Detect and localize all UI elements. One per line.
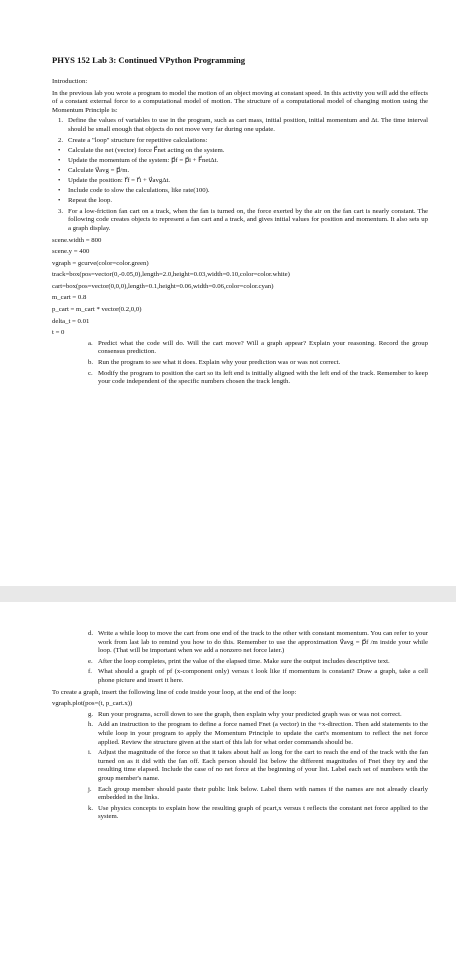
bullet-item: [52, 197, 428, 206]
question-marker: c.: [88, 369, 93, 377]
code-block: [52, 237, 428, 338]
step-marker: 2.: [58, 136, 64, 144]
question-text: Each group member should paste their public link below. Label them with names if the names are not already clearly embedded in the links.: [98, 785, 428, 802]
question-e: [52, 658, 428, 667]
question-d: [52, 630, 428, 656]
model-steps-list-continued: [52, 208, 428, 234]
step-text: Create a "loop" structure for repetitive calculations:: [68, 136, 208, 144]
question-a: [52, 340, 428, 357]
question-h: [52, 721, 428, 747]
question-text: Modify the program to position the cart so its left end is initially aligned with the left end of the track. Remember to keep your code independent of the specific numbers chosen the track length.: [98, 369, 428, 386]
question-marker: h.: [88, 721, 94, 729]
question-text: What should a graph of pf (x-component only) versus t look like if momentum is constant? Draw a graph, take a cell phone picture and insert it here.: [98, 668, 428, 684]
step-text: For a low-friction fan cart on a track, when the fan is turned on, the force exerted by the air on the fan cart is nearly constant. The following code creates objects to represent a fan cart and a track, and gives initial values for position and momentum. It also sets up a graph display.: [68, 207, 428, 232]
question-i: [52, 749, 428, 783]
document-page-2: [0, 602, 456, 968]
question-marker: e.: [88, 657, 93, 665]
question-marker: a.: [88, 339, 93, 347]
bullet-text: Calculate v⃗avg = p⃗/m.: [68, 166, 130, 174]
question-marker: j.: [88, 785, 92, 793]
bullet-item: [52, 167, 428, 176]
bullet-item: [52, 177, 428, 186]
bullet-dot-icon: •: [58, 146, 61, 154]
question-marker: k.: [88, 804, 94, 812]
step-marker: 1.: [58, 117, 64, 125]
step-3: [52, 208, 428, 234]
code-line: vgraph = gcurve(color=color.green): [52, 259, 149, 267]
question-text: Predict what the code will do. Will the cart move? Will a graph appear? Explain your reasoning. Record the group consensus prediction.: [98, 339, 428, 356]
question-g: [52, 711, 428, 720]
question-text: After the loop completes, print the value of the elapsed time. Make sure the output includes descriptive text.: [98, 657, 390, 665]
question-marker: d.: [88, 630, 94, 637]
question-text: Use physics concepts to explain how the resulting graph of pcart,x versus t reflects the constant net force applied to the system.: [98, 804, 428, 821]
page-title: PHYS 152 Lab 3: Continued VPython Programming: [52, 55, 246, 65]
bullet-dot-icon: •: [58, 176, 61, 184]
code-line: t = 0: [52, 329, 65, 337]
bullet-text: Update the momentum of the system: p⃗f = p⃗i + F⃗netΔt.: [68, 156, 219, 164]
step-text: Define the values of variables to use in the program, such as cart mass, initial position, initial momentum and Δt. The time interval should be small enough that objects do not move very far during one update.: [68, 117, 428, 133]
step-1: [52, 117, 428, 134]
question-marker: b.: [88, 359, 94, 367]
question-f: [52, 668, 428, 685]
question-k: [52, 805, 428, 822]
bullet-dot-icon: •: [58, 187, 61, 195]
question-text: Write a while loop to move the cart from one end of the track to the other with constant momentum. You can refer to your work from last lab to remind you how to do this. Remember to use the approximation v⃗avg = p⃗f /m inside your while loop. (That will be important when we add a nonzero net force later.): [98, 630, 428, 655]
loop-bullet-list: [52, 147, 428, 206]
code-line: scene.width = 800: [52, 236, 102, 244]
question-text: Run the program to see what it does. Explain why your prediction was or was not correct.: [98, 359, 341, 367]
bullet-text: Include code to slow the calculations, like rate(100).: [68, 187, 210, 195]
question-j: [52, 786, 428, 803]
code-line: scene.y = 400: [52, 248, 90, 256]
question-c: [52, 370, 428, 387]
intro-paragraph: In the previous lab you wrote a program to model the motion of an object moving at constant speed. In this activity you will add the effects of a constant external force to a computational model of motion. The structure of a computational model of changing motion using the Momentum Principle is:: [52, 89, 428, 114]
bullet-dot-icon: •: [58, 166, 61, 174]
step-marker: 3.: [58, 207, 64, 215]
graph-code-line: vgraph.plot(pos=(t, p_cart.x)): [52, 700, 133, 708]
question-b: [52, 359, 428, 368]
bullet-item: [52, 157, 428, 166]
question-text: Run your programs, scroll down to see the graph, then explain why your predicted graph was or was not correct.: [98, 710, 402, 718]
question-text: Adjust the magnitude of the force so that it takes about half as long for the cart to reach the end of the track with the fan turned on as it did with the fan off. Each person should list below the different magnitudes of Fnet they try and the resulting time elapsed. Include the case of no net force at the beginning of your list. Label each set of numbers with the group member's name.: [98, 749, 428, 782]
question-marker: i.: [88, 749, 92, 757]
bullet-item: [52, 187, 428, 196]
bullet-dot-icon: •: [58, 197, 61, 205]
question-text: Add an instruction to the program to define a force named Fnet (a vector) in the +x-direction. Then add statements to the while loop in your program to apply the Momentum Principle to update the cart's momentum to reflect the net force applied. Review the structure given at the start of this lab for what order commands should be.: [98, 721, 428, 746]
bullet-text: Repeat the loop.: [68, 197, 113, 205]
code-line: delta_t = 0.01: [52, 317, 90, 325]
model-steps-list: [52, 117, 428, 145]
questions-a-c: [52, 340, 428, 387]
bullet-text: Update the position: r⃗f = r⃗i + v⃗avgΔt.: [68, 176, 171, 184]
questions-d-f: [52, 630, 428, 686]
intro-heading: Introduction:: [52, 78, 88, 85]
code-line: cart=box(pos=vector(0,0,0),length=0.1,height=0.06,width=0.06,color=color.cyan): [52, 282, 274, 290]
bullet-item: [52, 147, 428, 156]
graph-instruction: To create a graph, insert the following line of code inside your loop, at the end of the loop:: [52, 688, 297, 696]
code-line: track=box(pos=vector(0,-0.05,0),length=2.0,height=0.03,width=0.10,color=color.white): [52, 271, 290, 279]
step-2: [52, 137, 428, 146]
question-marker: g.: [88, 710, 94, 718]
code-line: p_cart = m_cart * vector(0.2,0,0): [52, 306, 142, 314]
question-marker: f.: [88, 668, 92, 676]
bullet-dot-icon: •: [58, 156, 61, 164]
questions-g-k: [52, 711, 428, 822]
bullet-text: Calculate the net (vector) force F⃗net acting on the system.: [68, 146, 225, 154]
code-line: m_cart = 0.8: [52, 294, 87, 302]
